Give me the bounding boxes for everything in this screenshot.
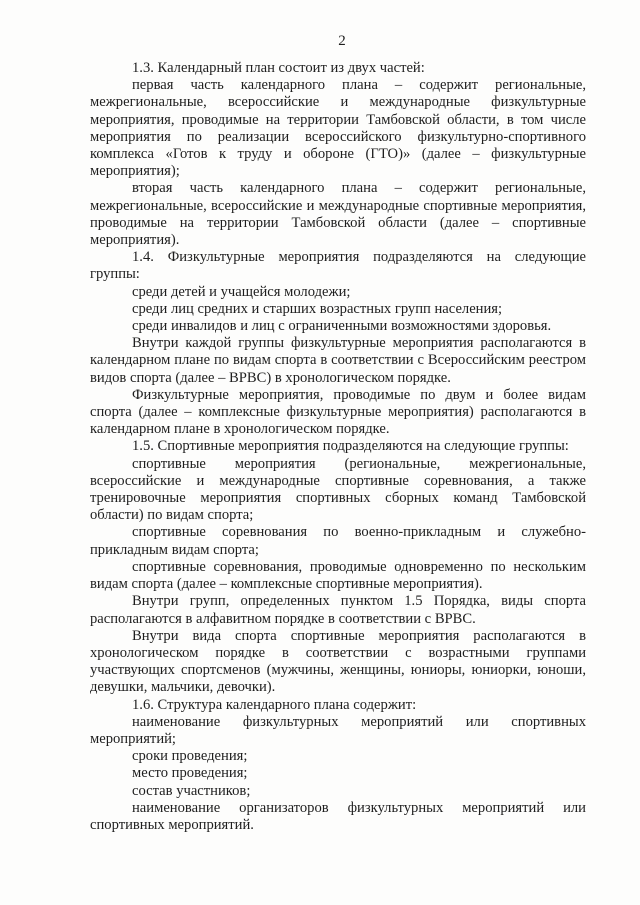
paragraph-1-3-heading: 1.3. Календарный план состоит из двух частей: [132,60,425,76]
list-item-dates: сроки проведения; [132,748,248,765]
list-item-event-name: наименование физкультурных мероприятий или спортивных мероприятий; [90,713,586,747]
list-item-complex-sport-events: спортивные соревнования, проводимые одновременно по нескольким видам спорта (далее – комплексные спортивные мероприятия). [90,558,586,593]
list-item-participants: состав участников; [132,782,251,799]
paragraph-age-groups-order: Внутри вида спорта спортивные мероприятия располагаются в хронологическом порядке в соответствии с возрастными группами участвующих спортсменов (мужчины, женщины, юниоры, юниорки, юноши, девушки, мальчики, девочки). [90,627,586,696]
list-item-children-youth: среди детей и учащейся молодежи; [132,283,351,300]
paragraph-vrvs-order: Внутри каждой группы физкультурные мероприятия располагаются в календарном плане по видам спорта в соответствии с Всероссийским реестром видов спорта (далее – ВРВС) в хронологическом порядке. [90,335,586,386]
list-item-organizers: наименование организаторов физкультурных мероприятий или спортивных мероприятий. [90,799,586,833]
paragraph-1-4-heading: 1.4. Физкультурные мероприятия подразделяются на следующие группы: [90,249,586,283]
paragraph-1-5-heading: 1.5. Спортивные мероприятия подразделяются на следующие группы: [132,438,569,455]
paragraph-calendar-part-two: вторая часть календарного плана – содержит региональные, межрегиональные, всероссийские и международные спортивные мероприятия, проводимые на территории Тамбовской области (далее – спортивные мероприятия). [90,180,586,249]
list-item-venue: место проведения; [132,765,248,782]
paragraph-1-6-heading: 1.6. Структура календарного плана содержит: [132,696,417,713]
paragraph-calendar-part-one: первая часть календарного плана – содержит региональные, межрегиональные, всероссийские и международные физкультурные мероприятия, проводимые на территории Тамбовской области, в том числе мероприятия по реализации всероссийского физкультурно-спортивного комплекса «Готов к труду и обороне (ГТО)» (далее – физкультурные мероприятия); [90,77,586,180]
list-item-middle-older-age: среди лиц средних и старших возрастных групп населения; [132,300,503,317]
paragraph-complex-physical-events: Физкультурные мероприятия, проводимые по двум и более видам спорта (далее – комплексные физкультурные мероприятия) располагаются в календарном плане в хронологическом порядке. [90,386,586,438]
list-item-sport-events: спортивные мероприятия (региональные, межрегиональные, всероссийские и международные спортивные соревнования, а также тренировочные мероприятия спортивных сборных команд Тамбовской области) по видам спорта; [90,455,586,524]
list-item-disabled-persons: среди инвалидов и лиц с ограниченными возможностями здоровья. [132,318,552,335]
paragraph-alphabetical-order: Внутри групп, определенных пунктом 1.5 Порядка, виды спорта располагаются в алфавитном порядке в соответствии с ВРВС. [90,593,586,627]
page-number: 2 [338,33,346,49]
list-item-military-applied: спортивные соревнования по военно-прикладным и служебно-прикладным видам спорта; [90,524,586,558]
